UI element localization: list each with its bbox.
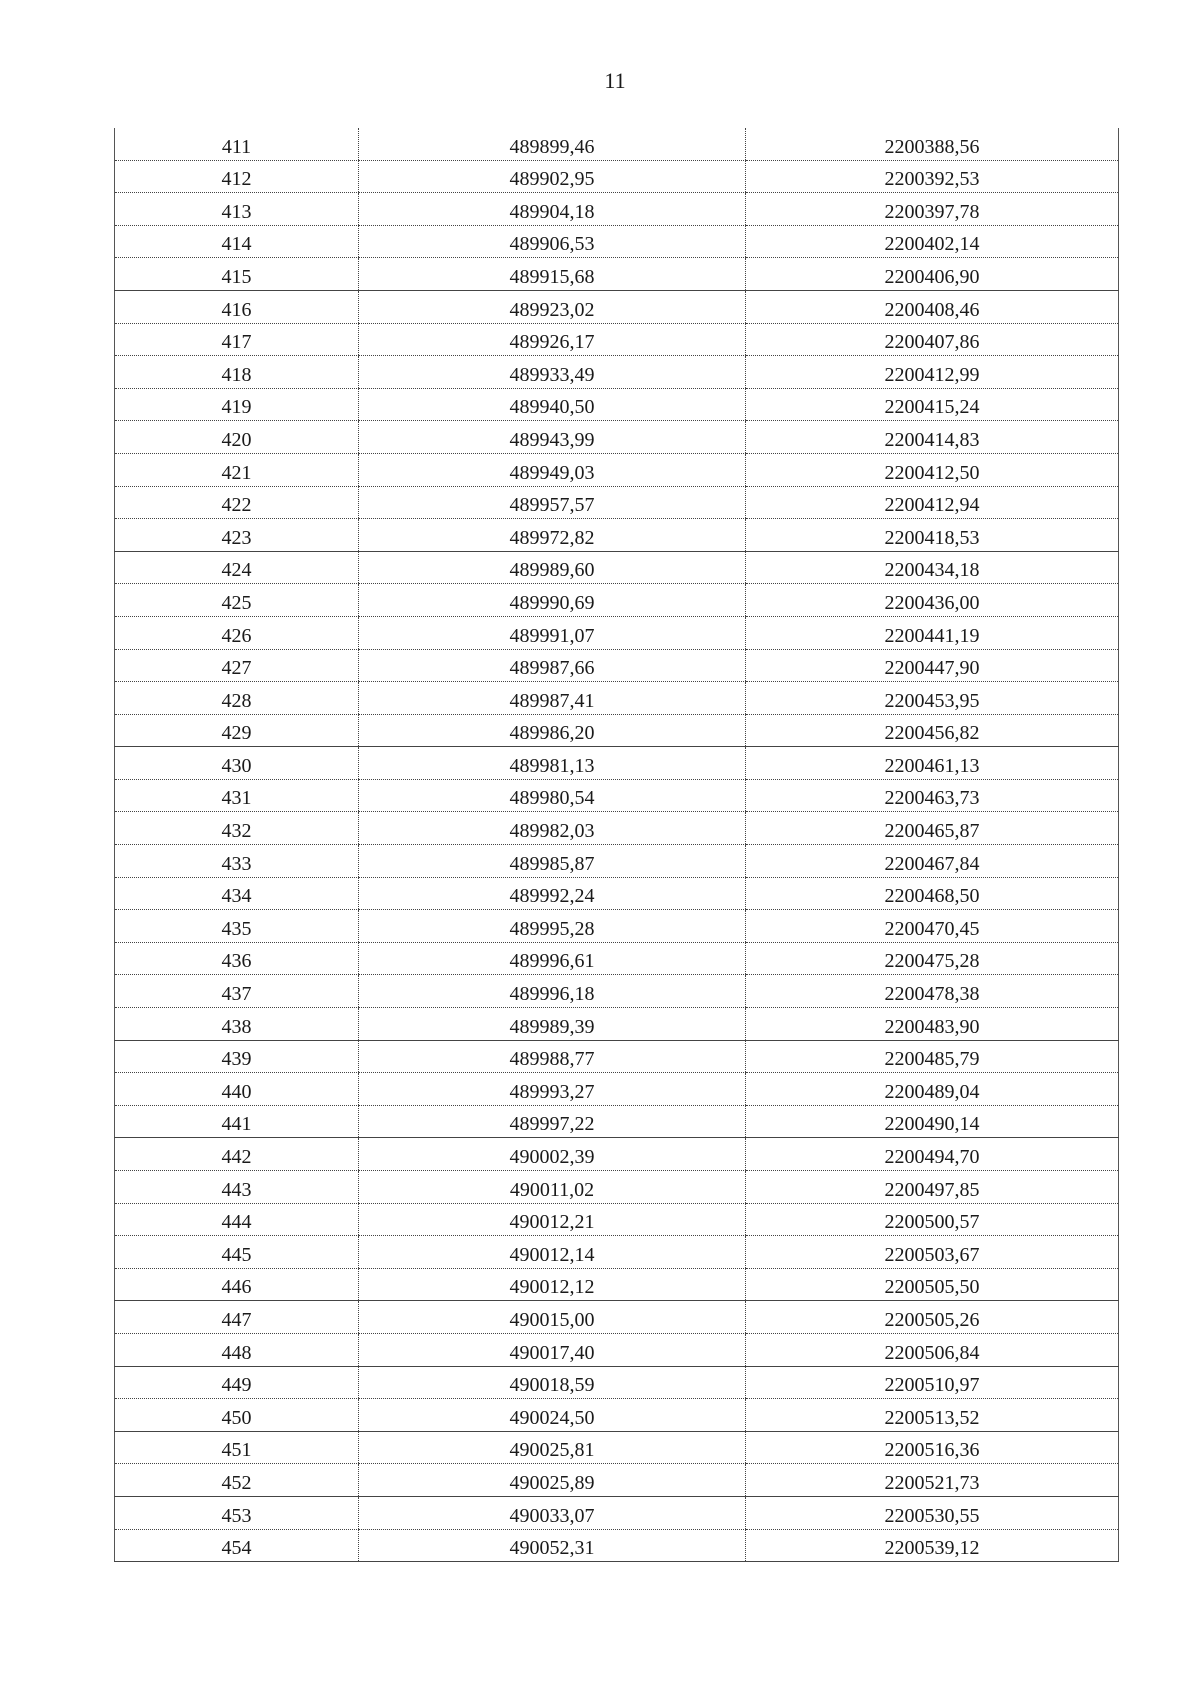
point-number-cell: 450 — [115, 1399, 359, 1432]
point-number-cell: 430 — [115, 747, 359, 780]
y-coordinate-cell: 2200412,99 — [746, 356, 1119, 389]
y-coordinate-cell: 2200468,50 — [746, 877, 1119, 910]
table-row — [115, 1203, 1119, 1236]
table-row — [115, 486, 1119, 519]
point-number-cell: 421 — [115, 453, 359, 486]
point-number-cell: 451 — [115, 1431, 359, 1464]
point-number-cell: 440 — [115, 1073, 359, 1106]
x-coordinate-cell: 489989,60 — [359, 551, 746, 584]
point-number-cell: 447 — [115, 1301, 359, 1334]
table-row — [115, 323, 1119, 356]
point-number-cell: 424 — [115, 551, 359, 584]
point-number-cell: 438 — [115, 1008, 359, 1041]
point-number-cell: 439 — [115, 1040, 359, 1073]
table-row — [115, 1073, 1119, 1106]
point-number-cell: 428 — [115, 682, 359, 715]
y-coordinate-cell: 2200505,50 — [746, 1268, 1119, 1301]
point-number-cell: 436 — [115, 942, 359, 975]
point-number-cell: 427 — [115, 649, 359, 682]
y-coordinate-cell: 2200406,90 — [746, 258, 1119, 291]
table-row — [115, 1529, 1119, 1562]
y-coordinate-cell: 2200453,95 — [746, 682, 1119, 715]
x-coordinate-cell: 489996,61 — [359, 942, 746, 975]
point-number-cell: 432 — [115, 812, 359, 845]
x-coordinate-cell: 490012,21 — [359, 1203, 746, 1236]
y-coordinate-cell: 2200402,14 — [746, 225, 1119, 258]
table-row — [115, 225, 1119, 258]
y-coordinate-cell: 2200414,83 — [746, 421, 1119, 454]
table-row — [115, 942, 1119, 975]
table-row — [115, 845, 1119, 878]
x-coordinate-cell: 489988,77 — [359, 1040, 746, 1073]
y-coordinate-cell: 2200412,94 — [746, 486, 1119, 519]
point-number-cell: 445 — [115, 1236, 359, 1269]
point-number-cell: 452 — [115, 1464, 359, 1497]
y-coordinate-cell: 2200503,67 — [746, 1236, 1119, 1269]
table-row — [115, 1105, 1119, 1138]
x-coordinate-cell: 489923,02 — [359, 290, 746, 323]
point-number-cell: 420 — [115, 421, 359, 454]
y-coordinate-cell: 2200415,24 — [746, 388, 1119, 421]
y-coordinate-cell: 2200447,90 — [746, 649, 1119, 682]
point-number-cell: 418 — [115, 356, 359, 389]
point-number-cell: 419 — [115, 388, 359, 421]
x-coordinate-cell: 490024,50 — [359, 1399, 746, 1432]
x-coordinate-cell: 489987,66 — [359, 649, 746, 682]
point-number-cell: 433 — [115, 845, 359, 878]
y-coordinate-cell: 2200434,18 — [746, 551, 1119, 584]
x-coordinate-cell: 489972,82 — [359, 519, 746, 552]
y-coordinate-cell: 2200388,56 — [746, 128, 1119, 160]
y-coordinate-cell: 2200418,53 — [746, 519, 1119, 552]
x-coordinate-cell: 490018,59 — [359, 1366, 746, 1399]
x-coordinate-cell: 489990,69 — [359, 584, 746, 617]
table-row — [115, 1366, 1119, 1399]
y-coordinate-cell: 2200478,38 — [746, 975, 1119, 1008]
x-coordinate-cell: 489989,39 — [359, 1008, 746, 1041]
y-coordinate-cell: 2200521,73 — [746, 1464, 1119, 1497]
x-coordinate-cell: 489915,68 — [359, 258, 746, 291]
y-coordinate-cell: 2200441,19 — [746, 616, 1119, 649]
table-row — [115, 877, 1119, 910]
y-coordinate-cell: 2200500,57 — [746, 1203, 1119, 1236]
point-number-cell: 426 — [115, 616, 359, 649]
y-coordinate-cell: 2200412,50 — [746, 453, 1119, 486]
table-row — [115, 421, 1119, 454]
point-number-cell: 441 — [115, 1105, 359, 1138]
point-number-cell: 444 — [115, 1203, 359, 1236]
table-row — [115, 649, 1119, 682]
x-coordinate-cell: 489985,87 — [359, 845, 746, 878]
y-coordinate-cell: 2200436,00 — [746, 584, 1119, 617]
table-row — [115, 1431, 1119, 1464]
point-number-cell: 425 — [115, 584, 359, 617]
point-number-cell: 446 — [115, 1268, 359, 1301]
x-coordinate-cell: 490025,89 — [359, 1464, 746, 1497]
y-coordinate-cell: 2200407,86 — [746, 323, 1119, 356]
x-coordinate-cell: 490015,00 — [359, 1301, 746, 1334]
x-coordinate-cell: 489991,07 — [359, 616, 746, 649]
y-coordinate-cell: 2200489,04 — [746, 1073, 1119, 1106]
table-row — [115, 682, 1119, 715]
x-coordinate-cell: 489980,54 — [359, 779, 746, 812]
x-coordinate-cell: 489899,46 — [359, 128, 746, 160]
table-row — [115, 160, 1119, 193]
table-row — [115, 1236, 1119, 1269]
y-coordinate-cell: 2200465,87 — [746, 812, 1119, 845]
point-number-cell: 423 — [115, 519, 359, 552]
page-number: 11 — [604, 68, 626, 93]
x-coordinate-cell: 489981,13 — [359, 747, 746, 780]
table-row — [115, 975, 1119, 1008]
x-coordinate-cell: 489996,18 — [359, 975, 746, 1008]
table-row — [115, 453, 1119, 486]
x-coordinate-cell: 490011,02 — [359, 1171, 746, 1204]
table-row — [115, 1301, 1119, 1334]
point-number-cell: 412 — [115, 160, 359, 193]
x-coordinate-cell: 490002,39 — [359, 1138, 746, 1171]
y-coordinate-cell: 2200463,73 — [746, 779, 1119, 812]
x-coordinate-cell: 489982,03 — [359, 812, 746, 845]
y-coordinate-cell: 2200408,46 — [746, 290, 1119, 323]
point-number-cell: 417 — [115, 323, 359, 356]
table-row — [115, 779, 1119, 812]
point-number-cell: 422 — [115, 486, 359, 519]
y-coordinate-cell: 2200516,36 — [746, 1431, 1119, 1464]
table-row — [115, 910, 1119, 943]
point-number-cell: 416 — [115, 290, 359, 323]
table-row — [115, 1496, 1119, 1529]
x-coordinate-cell: 489906,53 — [359, 225, 746, 258]
y-coordinate-cell: 2200494,70 — [746, 1138, 1119, 1171]
y-coordinate-cell: 2200505,26 — [746, 1301, 1119, 1334]
y-coordinate-cell: 2200513,52 — [746, 1399, 1119, 1432]
point-number-cell: 429 — [115, 714, 359, 747]
table-row — [115, 1008, 1119, 1041]
x-coordinate-cell: 489986,20 — [359, 714, 746, 747]
point-number-cell: 414 — [115, 225, 359, 258]
table-row — [115, 551, 1119, 584]
table-row — [115, 290, 1119, 323]
point-number-cell: 437 — [115, 975, 359, 1008]
y-coordinate-cell: 2200490,14 — [746, 1105, 1119, 1138]
table-row — [115, 812, 1119, 845]
x-coordinate-cell: 489957,57 — [359, 486, 746, 519]
y-coordinate-cell: 2200461,13 — [746, 747, 1119, 780]
y-coordinate-cell: 2200485,79 — [746, 1040, 1119, 1073]
x-coordinate-cell: 489995,28 — [359, 910, 746, 943]
y-coordinate-cell: 2200497,85 — [746, 1171, 1119, 1204]
x-coordinate-cell: 489993,27 — [359, 1073, 746, 1106]
y-coordinate-cell: 2200510,97 — [746, 1366, 1119, 1399]
x-coordinate-cell: 490012,14 — [359, 1236, 746, 1269]
y-coordinate-cell: 2200470,45 — [746, 910, 1119, 943]
x-coordinate-cell: 489940,50 — [359, 388, 746, 421]
point-number-cell: 413 — [115, 193, 359, 226]
table-row — [115, 519, 1119, 552]
y-coordinate-cell: 2200530,55 — [746, 1496, 1119, 1529]
x-coordinate-cell: 489992,24 — [359, 877, 746, 910]
point-number-cell: 431 — [115, 779, 359, 812]
x-coordinate-cell: 489949,03 — [359, 453, 746, 486]
point-number-cell: 449 — [115, 1366, 359, 1399]
point-number-cell: 453 — [115, 1496, 359, 1529]
x-coordinate-cell: 490033,07 — [359, 1496, 746, 1529]
table-row — [115, 1268, 1119, 1301]
point-number-cell: 434 — [115, 877, 359, 910]
y-coordinate-cell: 2200456,82 — [746, 714, 1119, 747]
table-row — [115, 193, 1119, 226]
table-row — [115, 1171, 1119, 1204]
x-coordinate-cell: 489904,18 — [359, 193, 746, 226]
point-number-cell: 411 — [115, 128, 359, 160]
table-row — [115, 1040, 1119, 1073]
y-coordinate-cell: 2200539,12 — [746, 1529, 1119, 1562]
x-coordinate-cell: 490052,31 — [359, 1529, 746, 1562]
point-number-cell: 415 — [115, 258, 359, 291]
table-row — [115, 747, 1119, 780]
table-row — [115, 1138, 1119, 1171]
point-number-cell: 443 — [115, 1171, 359, 1204]
x-coordinate-cell: 490017,40 — [359, 1333, 746, 1366]
table-row — [115, 1333, 1119, 1366]
table-row — [115, 616, 1119, 649]
point-number-cell: 442 — [115, 1138, 359, 1171]
y-coordinate-cell: 2200483,90 — [746, 1008, 1119, 1041]
table-row — [115, 128, 1119, 160]
y-coordinate-cell: 2200392,53 — [746, 160, 1119, 193]
y-coordinate-cell: 2200467,84 — [746, 845, 1119, 878]
point-number-cell: 448 — [115, 1333, 359, 1366]
table-row — [115, 714, 1119, 747]
x-coordinate-cell: 489987,41 — [359, 682, 746, 715]
table-row — [115, 584, 1119, 617]
x-coordinate-cell: 489943,99 — [359, 421, 746, 454]
y-coordinate-cell: 2200506,84 — [746, 1333, 1119, 1366]
table-row — [115, 1399, 1119, 1432]
table-row — [115, 356, 1119, 389]
x-coordinate-cell: 489933,49 — [359, 356, 746, 389]
table-row — [115, 388, 1119, 421]
table-row — [115, 258, 1119, 291]
x-coordinate-cell: 490025,81 — [359, 1431, 746, 1464]
table-row — [115, 1464, 1119, 1497]
x-coordinate-cell: 489997,22 — [359, 1105, 746, 1138]
x-coordinate-cell: 489926,17 — [359, 323, 746, 356]
coordinates-table — [114, 128, 1119, 1562]
point-number-cell: 454 — [115, 1529, 359, 1562]
x-coordinate-cell: 490012,12 — [359, 1268, 746, 1301]
point-number-cell: 435 — [115, 910, 359, 943]
coordinates-table-body — [115, 128, 1119, 1562]
y-coordinate-cell: 2200397,78 — [746, 193, 1119, 226]
y-coordinate-cell: 2200475,28 — [746, 942, 1119, 975]
x-coordinate-cell: 489902,95 — [359, 160, 746, 193]
